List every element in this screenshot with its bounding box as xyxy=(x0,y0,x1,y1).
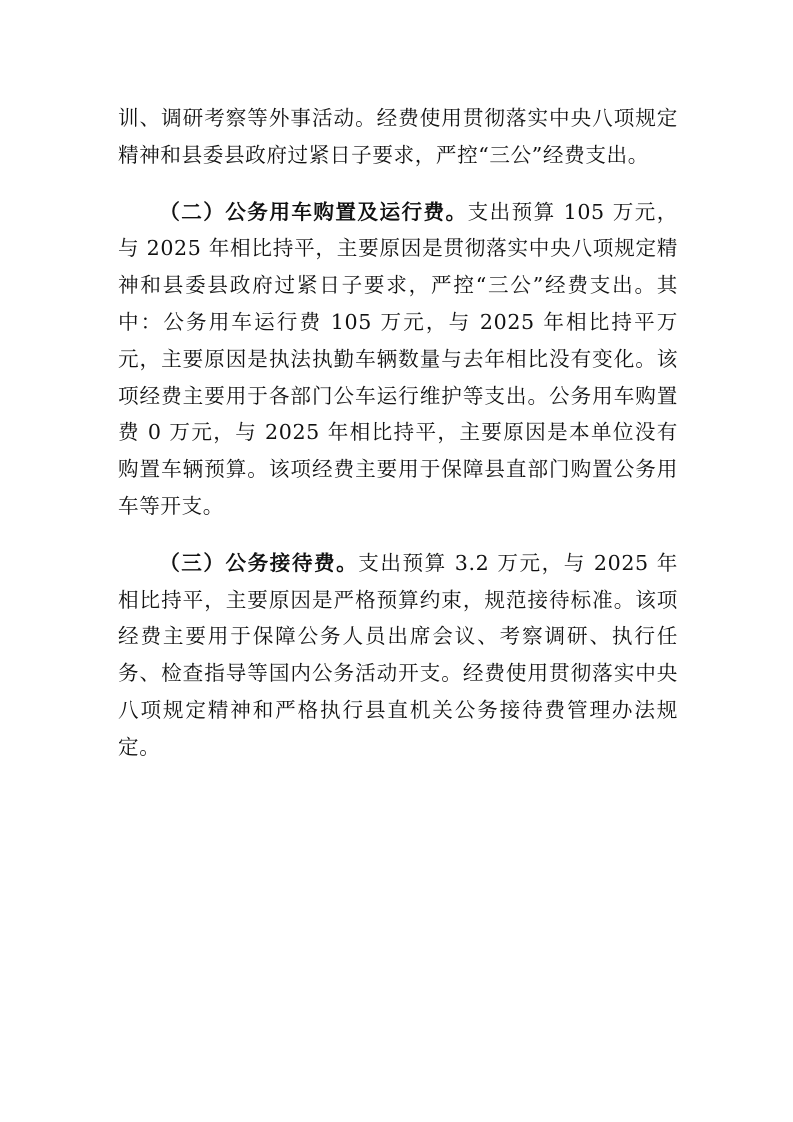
document-body xyxy=(118,100,678,786)
paragraph-vehicle-expenses xyxy=(118,194,678,525)
paragraph-continuation xyxy=(118,100,678,174)
paragraph-text: 支出预算 3.2 万元，与 2025 年相比持平，主要原因是严格预算约束，规范接待标准。该项经费主要用于保障公务人员出席会议、考察调研、执行任务、检查指导等国内公务活动开支。经费使用贯彻落实中央八项规定精神和严格执行县直机关公务接待费管理办法规定。 xyxy=(118,550,678,759)
section-heading-vehicle: （二）公务用车购置及运行费。 xyxy=(159,199,468,224)
section-heading-reception: （三）公务接待费。 xyxy=(159,550,359,575)
paragraph-text: 支出预算 105 万元，与 2025 年相比持平，主要原因是贯彻落实中央八项规定精神和县委县政府过紧日子要求，严控“三公”经费支出。其中：公务用车运行费 105 万元，与 2025 年相比持平万元，主要原因是执法执勤车辆数量与去年相比没有变化。该项经费主要用于各部门公车运行维护等支出。公务用车购置费 0 万元，与 2025 年相比持平，主要原因是本单位没有购置车辆预算。该项经费主要用于保障县直部门购置公务用车等开支。 xyxy=(118,199,678,518)
paragraph-reception-expenses xyxy=(118,545,678,766)
paragraph-text: 训、调研考察等外事活动。经费使用贯彻落实中央八项规定精神和县委县政府过紧日子要求，严控“三公”经费支出。 xyxy=(118,106,678,167)
